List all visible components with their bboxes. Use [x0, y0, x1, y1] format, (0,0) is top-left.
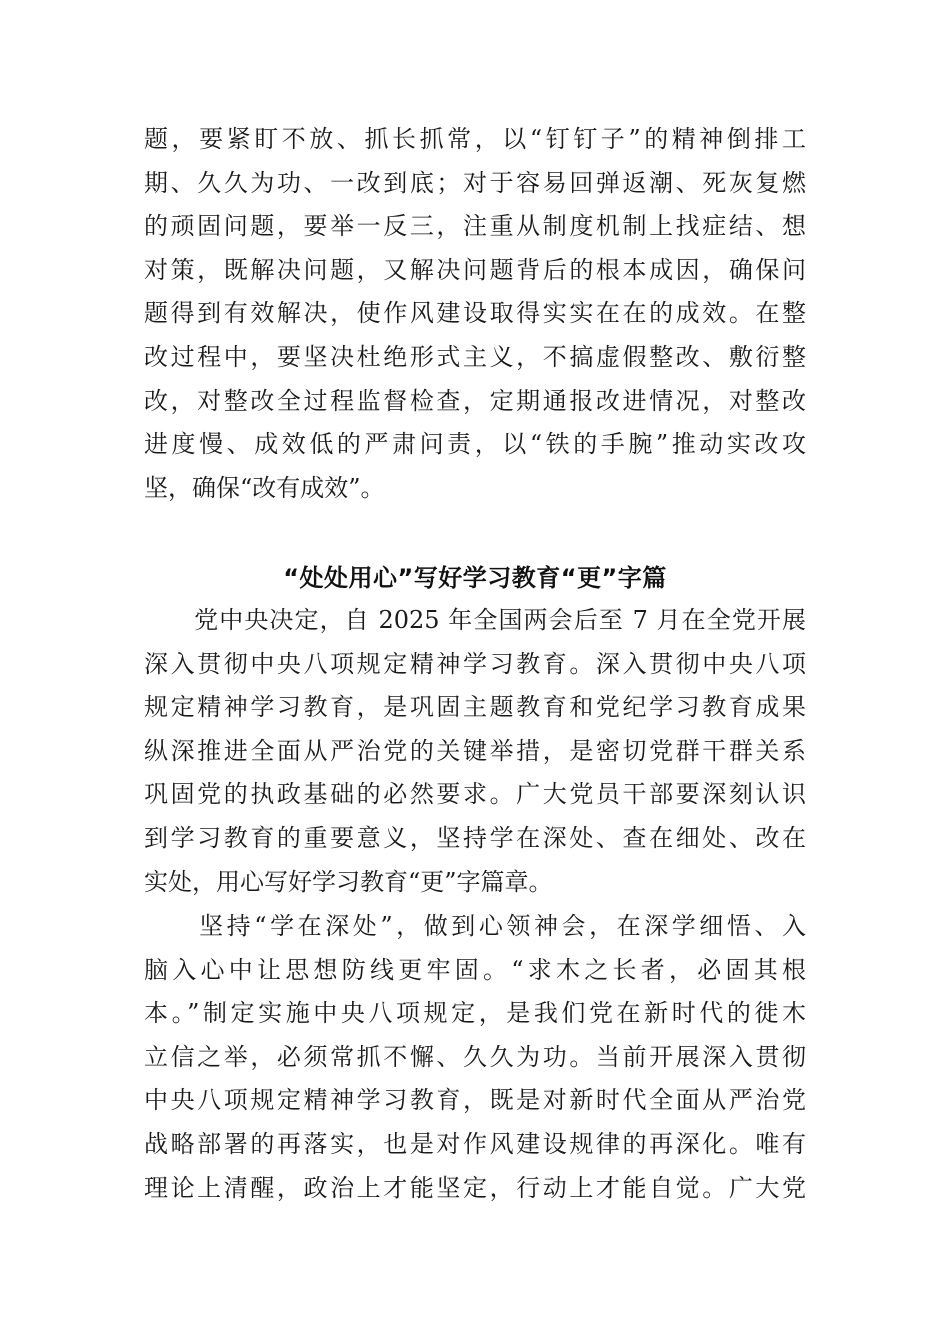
- text-line: 改，对整改全过程监督检查，定期通报改进情况，对整改: [144, 386, 806, 415]
- text-line: 党中央决定，自 2025 年全国两会后至 7 月在全党开展: [144, 606, 806, 634]
- body-paragraph-1: [144, 599, 806, 904]
- text-line: 题，要紧盯不放、抓长抓常，以“钉钉子”的精神倒排工: [144, 125, 806, 153]
- continuation-paragraph: [144, 118, 806, 510]
- section-heading: “处处用心”写好学习教育“更”字篇: [283, 564, 667, 592]
- text-line: 中央八项规定精神学习教育，既是对新时代全面从严治党: [144, 1086, 806, 1115]
- text-line: 纵深推进全面从严治党的关键举措，是密切党群干群关系: [144, 736, 806, 765]
- text-line: 到学习教育的重要意义，坚持学在深处、查在细处、改在: [144, 823, 806, 852]
- text-line: 题得到有效解决，使作风建设取得实实在在的成效。在整: [144, 299, 806, 328]
- body-paragraph-2: [144, 905, 806, 1210]
- text-line: 坚持“学在深处”，做到心领神会，在深学细悟、入: [144, 912, 806, 940]
- text-line: 巩固党的执政基础的必然要求。广大党员干部要深刻认识: [144, 780, 806, 809]
- text-line: 的顽固问题，要举一反三，注重从制度机制上找症结、想: [144, 212, 806, 241]
- text-line: 对策，既解决问题，又解决问题背后的根本成因，确保问: [144, 255, 806, 284]
- text-line: 改过程中，要坚决杜绝形式主义，不搞虚假整改、敷衍整: [144, 342, 806, 371]
- text-line: 规定精神学习教育，是巩固主题教育和党纪学习教育成果: [144, 693, 806, 722]
- text-line: 本。”制定实施中央八项规定，是我们党在新时代的徙木: [144, 999, 806, 1028]
- text-line: 脑入心中让思想防线更牢固。“求木之长者，必固其根: [144, 955, 806, 984]
- text-line: 战略部署的再落实，也是对作风建设规律的再深化。唯有: [144, 1129, 806, 1158]
- text-line: 实处，用心写好学习教育“更”字篇章。: [144, 867, 553, 896]
- text-line: 期、久久为功、一改到底；对于容易回弹返潮、死灰复燃: [144, 168, 806, 197]
- text-line: 立信之举，必须常抓不懈、久久为功。当前开展深入贯彻: [144, 1042, 806, 1071]
- text-line: 理论上清醒，政治上才能坚定，行动上才能自觉。广大党: [144, 1173, 806, 1202]
- text-line: 进度慢、成效低的严肃问责，以“铁的手腕”推动实改攻: [144, 430, 806, 459]
- text-line: 深入贯彻中央八项规定精神学习教育。深入贯彻中央八项: [144, 649, 806, 678]
- text-line: 坚，确保“改有成效”。: [144, 473, 385, 502]
